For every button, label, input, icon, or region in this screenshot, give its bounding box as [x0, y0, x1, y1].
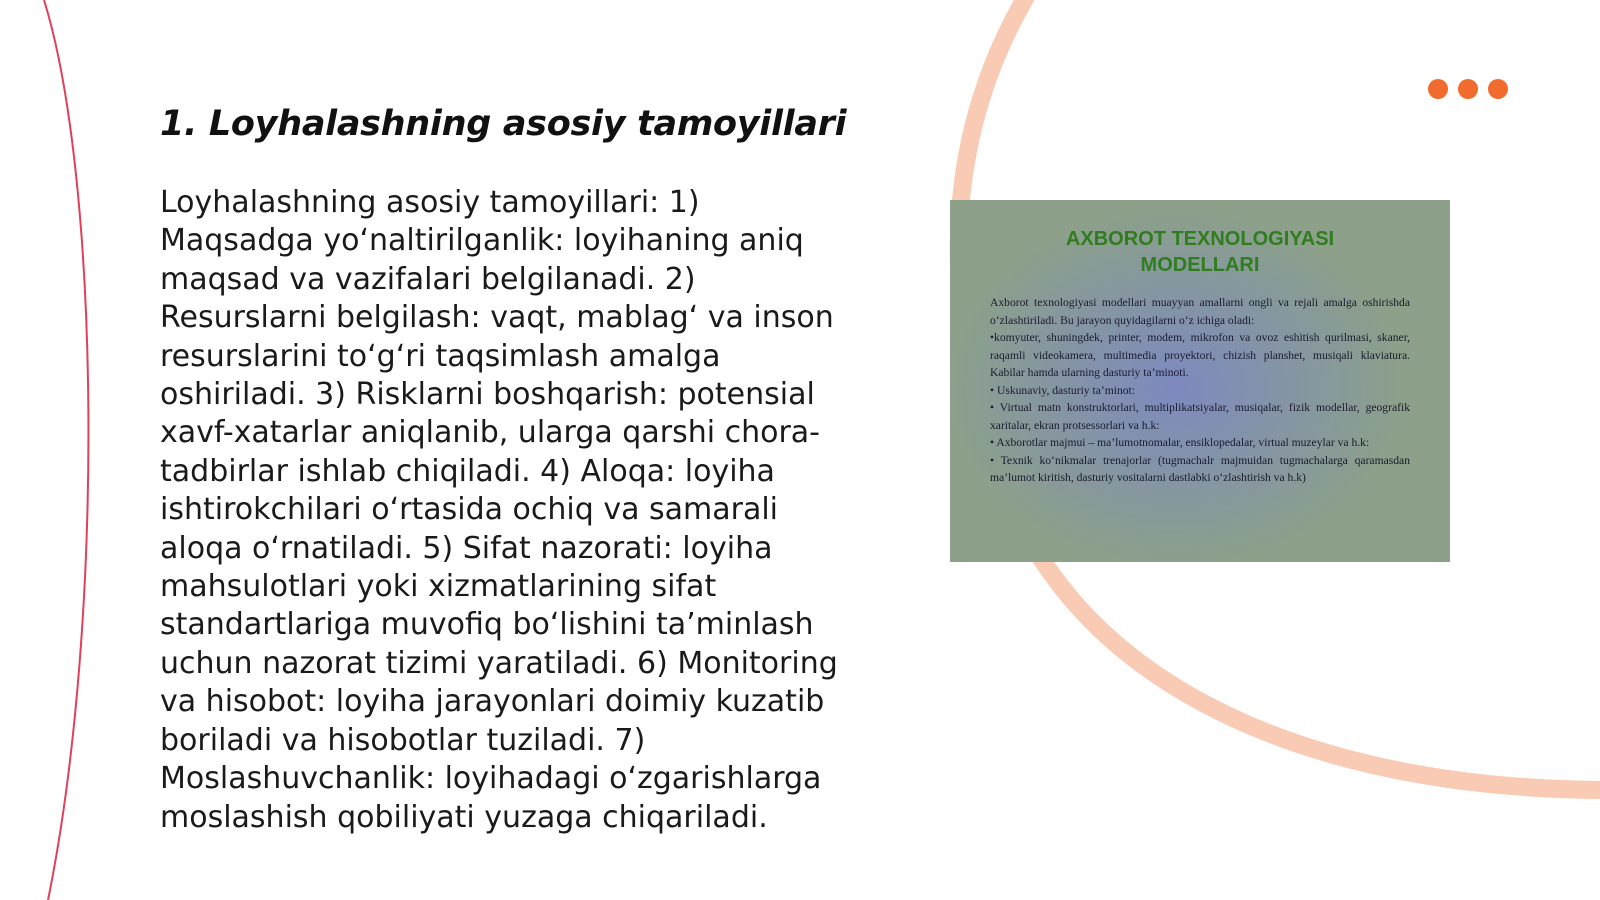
dot-icon: [1458, 79, 1478, 99]
slide-body-text: Loyhalashning asosiy tamoyillari: 1) Maqsadga yo‘naltirilganlik: loyihaning aniq maqsad va vazifalari belgilanadi. 2) Resurslarni belgilash: vaqt, mablag‘ va inson resurslarini to‘g‘ri taqsimlash amalga oshiriladi. 3) Risklarni boshqarish: potensial xavf-xatarlar aniqlanib, ularga qarshi chora-tadbirlar ishlab chiqiladi. 4) Aloqa: loyiha ishtirokchilari o‘rtasida ochiq va samarali aloqa o‘rnatiladi. 5) Sifat nazorati: loyiha mahsulotlari yoki xizmatlarining sifat standartlariga muvofiq bo‘lishini ta’minlash uchun nazorat tizimi yaratiladi. 6) Monitoring va hisobot: loyiha jarayonlari doimiy kuzatib boriladi va hisobotlar tuziladi. 7) Moslashuvchanlik: loyihadagi o‘zgarishlarga moslashish qobiliyati yuzaga chiqariladi.: [160, 185, 838, 835]
decorative-left-line: [44, 0, 88, 900]
slide-title: 1. Loyhalashning asosiy tamoyillari: [160, 104, 847, 144]
image-title-line: MODELLARI: [1140, 254, 1260, 276]
image-paragraph: • Virtual matn konstruktorlari, multiplikatsiyalar, musiqalar, fizik modellar, geografik xaritalar, ekran protsessorlari va h.k:: [990, 401, 1410, 432]
menu-dots: [1428, 79, 1508, 99]
image-paragraph: •komyuter, shuningdek, printer, modem, mikrofon va ovoz eshitish qurilmasi, skaner, raqamli videokamera, multimedia proyektori, chizish planshet, musiqali klaviatura. Kabilar hamda ularning dasturiy ta’minoti.: [990, 331, 1410, 379]
image-paragraph: Axborot texnologiyasi modellari muayyan amallarni ongli va rejali amalga oshirishda o‘zlashtiriladi. Bu jarayon quyidagilarni o‘z ichiga oladi:: [990, 296, 1410, 327]
image-paragraph: • Uskunaviy, dasturiy ta’minot:: [990, 383, 1135, 397]
image-title: [990, 226, 1410, 278]
embedded-image-card: [950, 200, 1450, 562]
image-text: [990, 294, 1410, 487]
image-paragraph: • Texnik ko‘nikmalar trenajorlar (tugmachalr majmuidan tugmachalarga qaramasdan ma’lumot kiritish, dasturiy vositalarni dastlabki o‘zlashtirish va h.k): [990, 453, 1410, 484]
dot-icon: [1428, 79, 1448, 99]
image-title-line: AXBOROT TEXNOLOGIYASI: [1065, 228, 1335, 250]
dot-icon: [1488, 79, 1508, 99]
image-paragraph: • Axborotlar majmui – ma’lumotnomalar, ensiklopedalar, virtual muzeylar va h.k:: [990, 436, 1370, 449]
